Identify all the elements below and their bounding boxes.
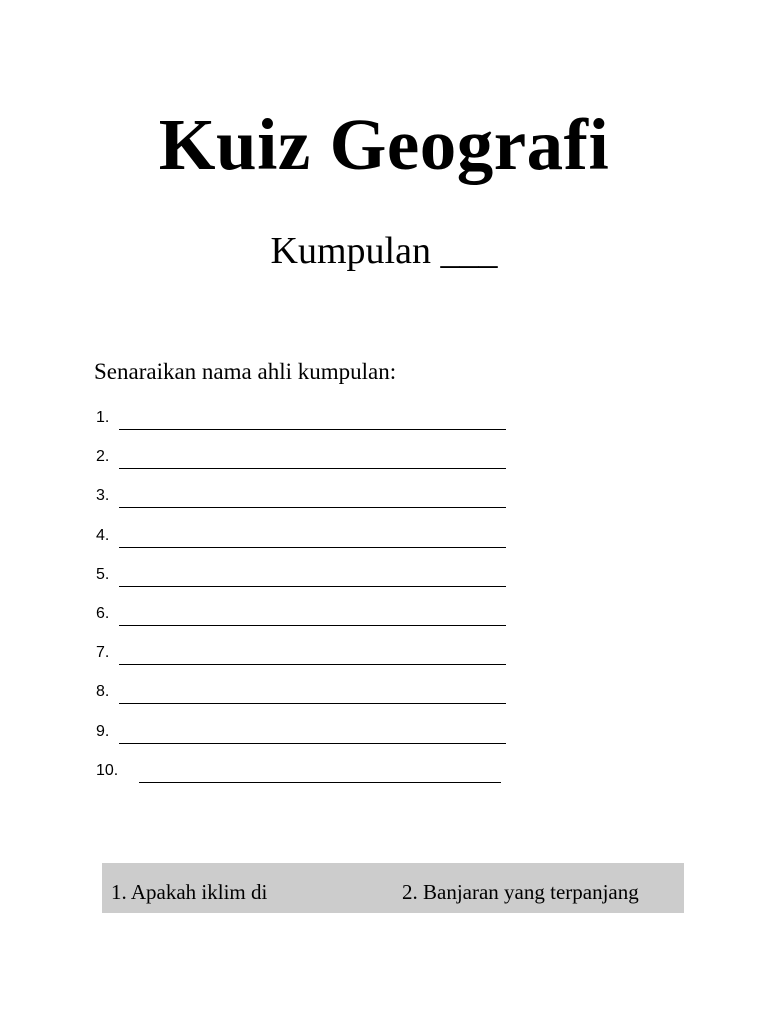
- member-name-blank: [119, 743, 506, 744]
- member-number: 4.: [96, 526, 110, 544]
- member-name-blank: [119, 547, 506, 548]
- member-row: [96, 482, 516, 521]
- member-number: 8.: [96, 683, 110, 701]
- member-name-list: [96, 404, 516, 796]
- question-2: 2. Banjaran yang terpanjang: [402, 880, 639, 904]
- question-1: 1. Apakah iklim di: [111, 880, 268, 904]
- member-row: [96, 522, 516, 561]
- member-name-blank: [119, 664, 506, 665]
- question-bar: [102, 863, 684, 913]
- member-name-blank: [139, 782, 501, 783]
- member-name-blank: [119, 586, 506, 587]
- member-row: [96, 757, 516, 796]
- member-row: [96, 718, 516, 757]
- member-number: 10.: [96, 761, 119, 779]
- member-number: 6.: [96, 604, 110, 622]
- member-number: 9.: [96, 722, 110, 740]
- member-name-blank: [119, 625, 506, 626]
- member-number: 1.: [96, 409, 110, 426]
- member-row: [96, 639, 516, 678]
- member-number: 5.: [96, 565, 110, 583]
- member-row: [96, 404, 516, 443]
- member-row: [96, 600, 516, 639]
- group-number-label: Kumpulan ___: [270, 230, 498, 272]
- page-title: Kuiz Geografi: [158, 104, 610, 185]
- member-name-blank: [119, 507, 506, 508]
- member-name-blank: [119, 703, 506, 704]
- member-number: 2.: [96, 448, 110, 466]
- member-name-blank: [119, 429, 506, 430]
- member-row: [96, 561, 516, 600]
- member-name-blank: [119, 468, 506, 469]
- member-row: [96, 678, 516, 717]
- member-number: 3.: [96, 487, 110, 505]
- member-number: 7.: [96, 644, 110, 662]
- member-row: [96, 443, 516, 482]
- member-list-instruction: Senaraikan nama ahli kumpulan:: [94, 359, 397, 384]
